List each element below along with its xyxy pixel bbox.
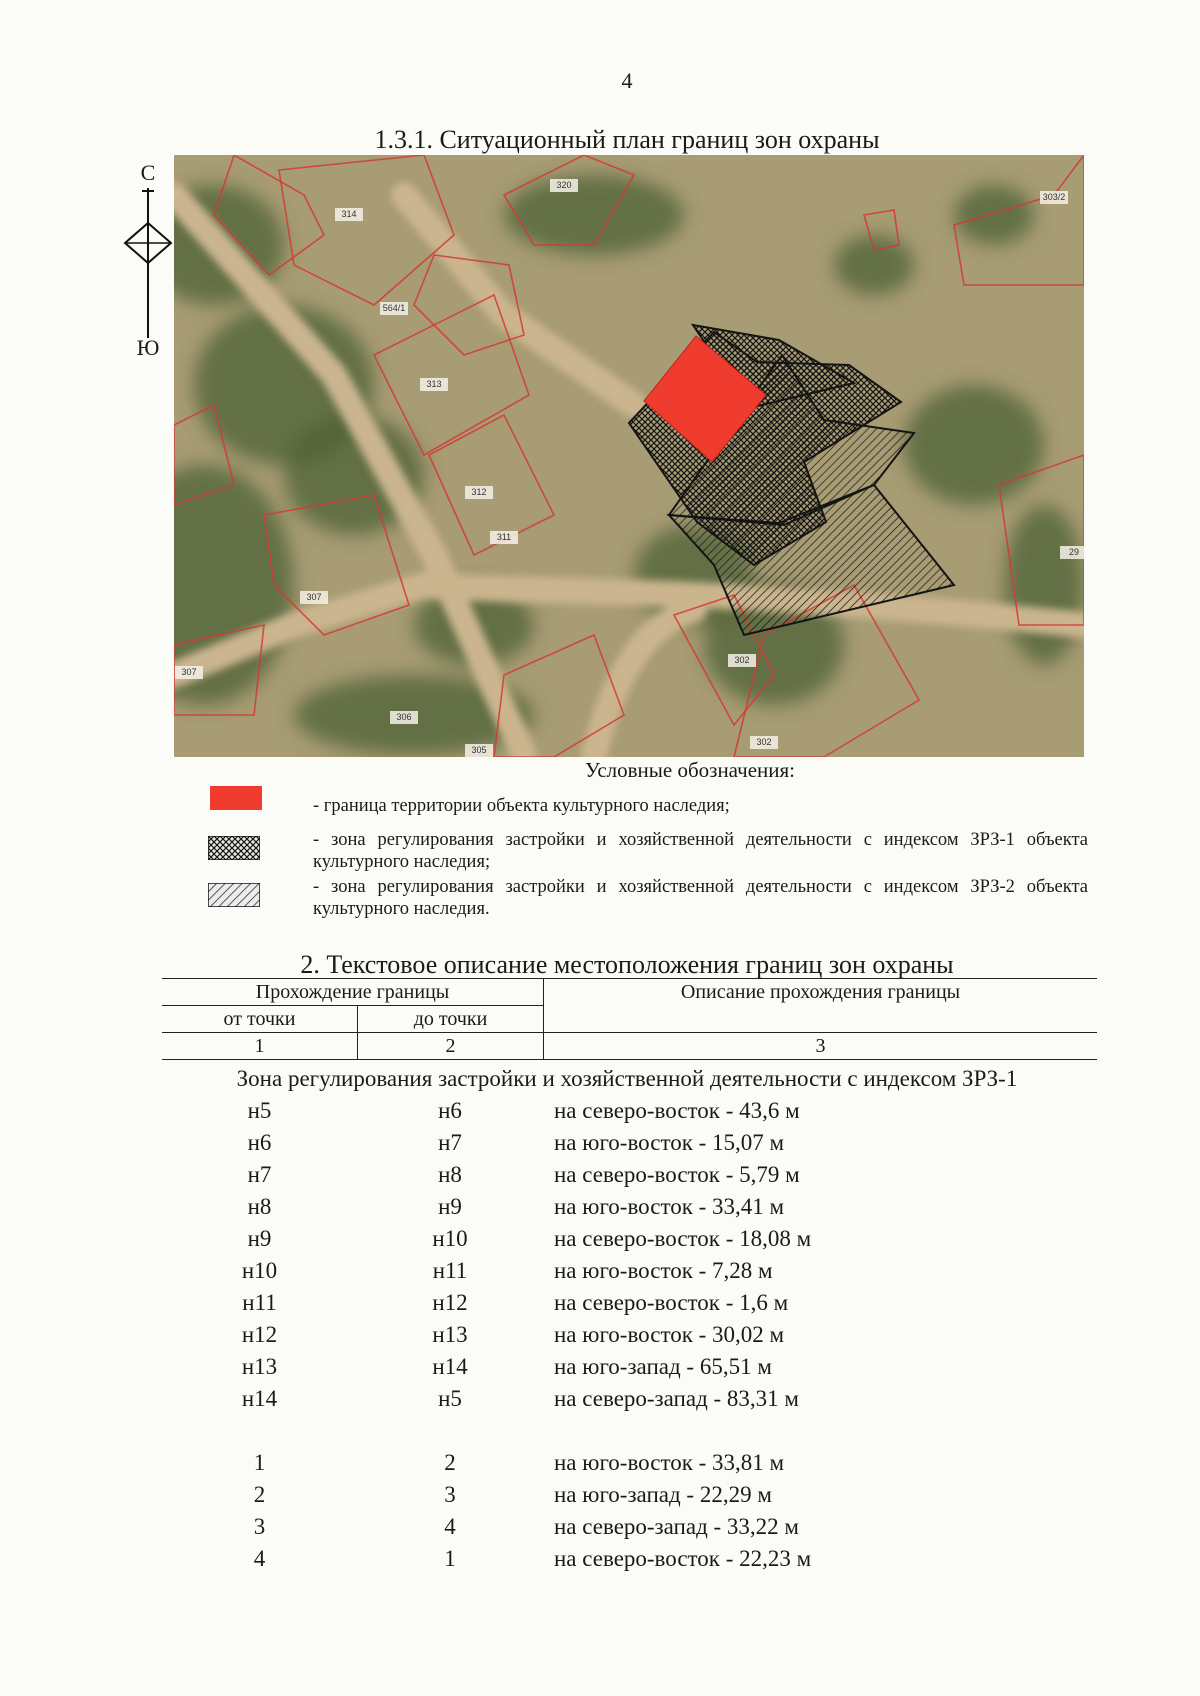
table-row (162, 1226, 1097, 1258)
parcel-label (1040, 191, 1068, 204)
parcel-label-text: 29 (1068, 547, 1080, 557)
row-description: на юго-запад - 22,29 м (554, 1482, 772, 1507)
row-to-point: н6 (438, 1098, 462, 1123)
parcel-label-text: 303/2 (1042, 192, 1066, 202)
parcel-label (750, 736, 778, 749)
row-from-point: н9 (247, 1226, 272, 1251)
boundary-table-header (162, 978, 1097, 1060)
row-to-point: 1 (444, 1546, 456, 1571)
table-row (162, 1098, 1097, 1130)
row-from-point: н8 (247, 1194, 272, 1219)
compass-arrow-icon (118, 188, 178, 338)
row-to-point: н14 (432, 1354, 468, 1379)
parcel-label-text: 307 (306, 592, 322, 602)
parcel-label-text: 307 (181, 667, 197, 677)
header-num-3: 3 (544, 1033, 1098, 1060)
row-to-point: н12 (432, 1290, 468, 1315)
parcel-label-text: 311 (496, 532, 512, 542)
vegetation-patch (504, 175, 684, 255)
parcel-label-text: 564/1 (382, 303, 406, 313)
parcel-label (728, 654, 756, 667)
parcel-label-text: 312 (471, 487, 487, 497)
map-canvas (174, 155, 1084, 757)
row-to-point: н10 (432, 1226, 468, 1251)
header-num-1: 1 (162, 1033, 358, 1060)
row-to-point: 2 (444, 1450, 456, 1475)
page-number: 4 (621, 68, 633, 93)
row-from-point: н11 (242, 1290, 277, 1315)
table-row (162, 1194, 1097, 1226)
table-row (162, 1354, 1097, 1386)
compass-rose (118, 160, 178, 360)
row-to-point: н13 (432, 1322, 468, 1347)
row-to-point: н5 (438, 1386, 462, 1411)
parcel-label (300, 591, 328, 604)
row-from-point: н7 (247, 1162, 272, 1187)
vegetation-patch (904, 385, 1044, 505)
row-from-point: 4 (253, 1546, 266, 1571)
header-from: от точки (162, 1006, 358, 1033)
row-description: на северо-запад - 33,22 м (554, 1514, 799, 1539)
legend-swatch-zrz2 (208, 883, 260, 907)
legend-swatch-heritage (210, 786, 262, 810)
parcel-label (175, 666, 203, 679)
compass-south-label: Ю (136, 335, 160, 360)
row-to-point: н9 (438, 1194, 462, 1219)
row-description: на северо-запад - 83,31 м (554, 1386, 799, 1411)
row-from-point: 3 (253, 1514, 266, 1539)
row-to-point: 4 (444, 1514, 456, 1539)
table-row (162, 1386, 1097, 1418)
legend-title: Условные обозначения: (584, 758, 796, 782)
parcel-label (550, 179, 578, 192)
parcel-label (380, 302, 408, 315)
row-from-point: н10 (241, 1258, 278, 1283)
row-description: на юго-запад - 65,51 м (554, 1354, 772, 1379)
parcel-label (390, 711, 418, 724)
table-row (162, 1130, 1097, 1162)
parcel-label-text: 313 (426, 379, 442, 389)
row-from-point: н13 (241, 1354, 278, 1379)
row-from-point: 1 (253, 1450, 266, 1475)
parcel-label (490, 531, 518, 544)
row-to-point: н11 (432, 1258, 468, 1283)
table-row (162, 1546, 1097, 1578)
row-to-point: н8 (438, 1162, 462, 1187)
parcel-label-text: 320 (556, 180, 572, 190)
parcel-label (420, 378, 448, 391)
table-row (162, 1162, 1097, 1194)
parcel-label (465, 486, 493, 499)
table-row (162, 1290, 1097, 1322)
section-title: 2. Текстовое описание местоположения границ зон охраны (300, 950, 954, 979)
parcel-label-text: 306 (396, 712, 412, 722)
row-to-point: 3 (444, 1482, 456, 1507)
compass-north-label: С (140, 160, 156, 185)
row-description: на северо-восток - 18,08 м (554, 1226, 812, 1251)
row-to-point: н7 (438, 1130, 462, 1155)
row-from-point: н5 (247, 1098, 272, 1123)
row-description: на юго-восток - 33,81 м (554, 1450, 785, 1475)
legend-text-heritage: - граница территории объекта культурного наследия; (313, 796, 730, 816)
vegetation-patch (954, 185, 1034, 245)
table-row (162, 1482, 1097, 1514)
vegetation-patch (1004, 505, 1084, 665)
parcel-label-text: 302 (756, 737, 772, 747)
parcel-label-text: 302 (734, 655, 750, 665)
table-row (162, 1450, 1097, 1482)
row-description: на юго-восток - 33,41 м (554, 1194, 785, 1219)
header-description: Описание прохождения границы (544, 979, 1098, 1033)
parcel-label (465, 744, 493, 757)
header-passage: Прохождение границы (162, 979, 544, 1006)
row-from-point: н6 (247, 1130, 272, 1155)
row-from-point: н12 (241, 1322, 278, 1347)
parcel-label (335, 208, 363, 221)
row-description: на юго-восток - 15,07 м (554, 1130, 785, 1155)
zone-caption: Зона регулирования застройки и хозяйственной деятельности с индексом ЗРЗ-1 (236, 1066, 1018, 1091)
row-description: на северо-восток - 43,6 м (554, 1098, 800, 1123)
row-description: на юго-восток - 7,28 м (554, 1258, 773, 1283)
row-description: на юго-восток - 30,02 м (554, 1322, 785, 1347)
parcel-label-text: 314 (341, 209, 357, 219)
vegetation-patch (834, 235, 914, 295)
situation-map (174, 155, 1084, 757)
table-row (162, 1514, 1097, 1546)
plan-title: 1.3.1. Ситуационный план границ зон охраны (374, 125, 880, 154)
row-description: на северо-восток - 5,79 м (554, 1162, 800, 1187)
row-from-point: 2 (253, 1482, 266, 1507)
row-from-point: н14 (241, 1386, 278, 1411)
header-to: до точки (358, 1006, 544, 1033)
row-description: на северо-восток - 1,6 м (554, 1290, 789, 1315)
header-num-2: 2 (358, 1033, 544, 1060)
legend-text-zrz2: - зона регулирования застройки и хозяйственной деятельности с индексом ЗРЗ-2 объекта культурного наследия. (313, 877, 1088, 919)
row-description: на северо-восток - 22,23 м (554, 1546, 812, 1571)
legend-text-zrz1: - зона регулирования застройки и хозяйственной деятельности с индексом ЗРЗ-1 объекта культурного наследия; (313, 830, 1088, 872)
legend-swatch-zrz1 (208, 836, 260, 860)
table-row (162, 1258, 1097, 1290)
parcel-label-text: 305 (471, 745, 487, 755)
table-row (162, 1322, 1097, 1354)
parcel-label (1060, 546, 1084, 559)
